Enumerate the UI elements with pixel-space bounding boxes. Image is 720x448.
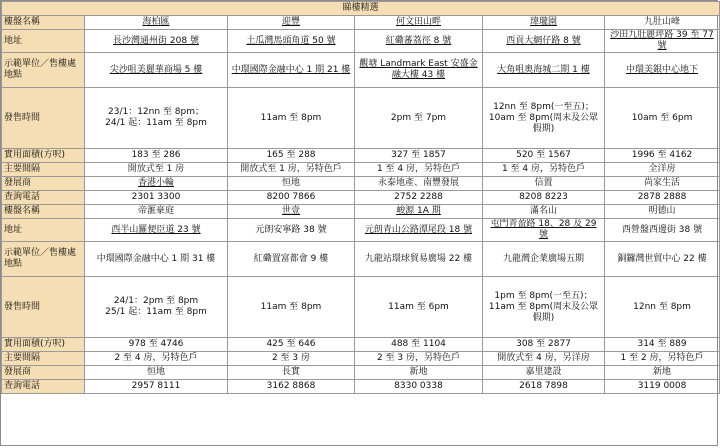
table-cell: [483, 88, 605, 149]
cell-text: 中環國際金融中心 1 期 21 樓: [231, 64, 351, 75]
cell-text: 1pm 至 8pm(一至五)；: [494, 290, 593, 301]
table-cell: [355, 163, 483, 177]
table-cell: [85, 163, 228, 177]
row-label: 發展商: [2, 177, 85, 191]
table-cell: [228, 352, 355, 366]
table-row: [2, 53, 720, 88]
row-label: 實用面積(方呎): [2, 338, 85, 352]
row-label: 主要間隔: [2, 352, 85, 366]
cell-text: 3162 8868: [266, 381, 316, 391]
cell-text: 1 至 2 房，另特色戶: [620, 353, 704, 363]
table-cell: [605, 53, 720, 88]
cell-text: 開放式至 1 房，另特色戶: [240, 164, 342, 174]
cell-text: 314 至 889: [637, 339, 687, 349]
table-cell: [228, 242, 355, 277]
table-cell: [483, 338, 605, 352]
cell-text: 24/1 起：11am 至 8pm: [105, 118, 207, 128]
table-cell: [483, 352, 605, 366]
table-cell: [228, 338, 355, 352]
table-cell: [605, 16, 720, 30]
row-label: 樓盤名稱: [2, 205, 85, 219]
table-cell: [355, 191, 483, 205]
table-cell: [85, 219, 228, 242]
table-cell: [483, 177, 605, 191]
table-cell: [483, 380, 605, 394]
table-cell: [483, 149, 605, 163]
row-label: 地址: [2, 219, 85, 242]
cell-text: 23/1：12nn 至 8pm；: [108, 107, 204, 117]
cell-text: 滿名山: [529, 206, 557, 216]
table-cell: [483, 16, 605, 30]
cell-text: 2301 3300: [131, 192, 181, 202]
cell-text: 11am 至 6pm: [388, 301, 449, 312]
cell-text: 何文田山畔: [395, 17, 441, 27]
row-label: 地址: [2, 30, 85, 53]
cell-text: 1 至 4 房，另特色戶: [376, 164, 461, 174]
cell-text: 元朗安寧路 38 號: [255, 224, 327, 235]
cell-text: 10am 至 6pm: [631, 112, 693, 123]
table-cell: [85, 149, 228, 163]
table-cell: [605, 242, 720, 277]
table-cell: [85, 30, 228, 53]
table-row: [2, 338, 720, 352]
cell-text: 觀塘 Landmark East 安盛金融大樓 43 樓: [359, 59, 478, 80]
cell-text: 中環國際金融中心 1 期 31 樓: [96, 253, 216, 264]
table-cell: [605, 338, 720, 352]
table-row: [2, 191, 720, 205]
table-cell: [85, 352, 228, 366]
table-cell: [605, 191, 720, 205]
table-cell: [355, 338, 483, 352]
cell-text: 425 至 646: [266, 339, 316, 349]
table-cell: [228, 205, 355, 219]
cell-text: 183 至 286: [131, 150, 181, 160]
table-cell: [483, 219, 605, 242]
table-cell: [85, 16, 228, 30]
table-cell: [355, 205, 483, 219]
table-cell: [85, 380, 228, 394]
cell-text: 2618 7898: [519, 381, 568, 391]
cell-text: 尚家生活: [644, 178, 681, 188]
property-table-body: [2, 2, 720, 394]
cell-text: 紅磡蕃荔徑 8 號: [385, 35, 452, 46]
cell-text: 信置: [534, 178, 553, 188]
table-cell: [228, 380, 355, 394]
cell-text: 銅鑼灣世貿中心 22 樓: [617, 253, 707, 264]
table-title-row: [2, 2, 720, 16]
row-label: 查詢電話: [2, 380, 85, 394]
table-cell: [228, 16, 355, 30]
table-cell: [483, 163, 605, 177]
cell-text: 488 至 1104: [391, 339, 446, 349]
table-row: [2, 149, 720, 163]
table-cell: [85, 366, 228, 380]
cell-text: 屯門青盈路 18、28 及 29 號: [490, 219, 597, 240]
table-cell: [483, 30, 605, 53]
cell-text: 2 至 3 房，另特色戶: [376, 353, 461, 363]
table-row: [2, 277, 720, 338]
table-cell: [483, 53, 605, 88]
cell-text: 九龍灣企業廣場五期: [502, 253, 584, 264]
cell-text: 開放式至 4 房，另洋房: [497, 353, 590, 363]
cell-text: 25/1 起：11am 至 8pm: [105, 307, 207, 317]
cell-text: 永泰地產、南豐發展: [377, 178, 459, 188]
table-cell: [228, 30, 355, 53]
table-row: [2, 16, 720, 30]
row-label: 實用面積(方呎): [2, 149, 85, 163]
cell-text: 8208 8223: [519, 192, 568, 202]
table-cell: [355, 149, 483, 163]
table-cell: [85, 191, 228, 205]
table-row: [2, 205, 720, 219]
cell-text: 瑋瓏園: [529, 17, 557, 27]
table-cell: [483, 191, 605, 205]
table-cell: [355, 219, 483, 242]
cell-text: 峻源 1A 期: [396, 206, 441, 216]
table-cell: [85, 177, 228, 191]
table-cell: [355, 380, 483, 394]
table-row: [2, 242, 720, 277]
table-row: [2, 163, 720, 177]
table-cell: [483, 277, 605, 338]
cell-text: 24/1：2pm 至 8pm: [113, 296, 199, 306]
row-label: 樓盤名稱: [2, 16, 85, 30]
cell-text: 2 至 4 房，另特色戶: [114, 353, 198, 363]
cell-text: 世壹: [281, 206, 300, 216]
cell-text: 九龍站環球貿易廣場 22 樓: [364, 253, 473, 264]
cell-text: 2878 2888: [637, 192, 687, 202]
table-row: [2, 177, 720, 191]
cell-text: 帝滙豪庭: [137, 206, 174, 216]
cell-text: 沙田九肚麗坪路 39 至 77 號: [610, 30, 714, 51]
table-cell: [355, 177, 483, 191]
table-cell: [355, 53, 483, 88]
cell-text: 九肚山峰: [644, 17, 681, 27]
cell-text: 新地: [409, 367, 428, 377]
cell-text: 2752 2288: [394, 192, 443, 202]
table-cell: [85, 277, 228, 338]
table-cell: [228, 191, 355, 205]
table-cell: [355, 242, 483, 277]
row-label: 主要間隔: [2, 163, 85, 177]
table-row: [2, 30, 720, 53]
cell-text: 迎豐: [281, 17, 300, 27]
cell-text: 327 至 1857: [391, 150, 446, 160]
cell-text: 土瓜灣馬頭角道 50 號: [246, 35, 336, 46]
table-cell: [355, 352, 483, 366]
row-label: 發售時間: [2, 277, 85, 338]
table-cell: [605, 366, 720, 380]
cell-text: 香港小輪: [137, 178, 174, 188]
table-cell: [605, 219, 720, 242]
cell-text: 恒地: [146, 367, 165, 377]
cell-text: 開放式至 1 房: [127, 164, 185, 174]
cell-text: 520 至 1567: [516, 150, 571, 160]
cell-text: 8330 0338: [394, 381, 443, 391]
cell-text: 元朗青山公路潭尾段 18 號: [364, 224, 473, 235]
table-cell: [355, 277, 483, 338]
table-cell: [228, 366, 355, 380]
table-cell: [605, 149, 720, 163]
table-cell: [85, 338, 228, 352]
cell-text: 11am 至 8pm(周末及公眾假期): [488, 301, 599, 323]
table-cell: [605, 352, 720, 366]
cell-text: 978 至 4746: [128, 339, 184, 349]
cell-text: 恒地: [281, 178, 300, 188]
table-cell: [605, 380, 720, 394]
cell-text: 新地: [653, 367, 672, 377]
table-cell: [228, 277, 355, 338]
table-cell: [228, 163, 355, 177]
cell-text: 2 至 3 房: [271, 353, 311, 363]
cell-text: 紅磡置富都會 9 樓: [253, 253, 329, 264]
table-cell: [228, 53, 355, 88]
table-cell: [228, 88, 355, 149]
cell-text: 12nn 至 8pm(一至五)；: [493, 101, 594, 112]
cell-text: 165 至 288: [266, 150, 316, 160]
table-row: [2, 219, 720, 242]
table-cell: [85, 242, 228, 277]
cell-text: 12nn 至 8pm: [633, 301, 691, 312]
cell-text: 西半山羅便臣道 23 號: [111, 224, 201, 235]
table-cell: [355, 30, 483, 53]
cell-text: 1 至 4 房，另特色戶: [501, 164, 586, 174]
table-title: 睇樓精選: [2, 2, 720, 16]
row-label: 示範單位／售樓處地點: [2, 242, 85, 277]
cell-text: 10am 至 8pm(周末及公眾假期): [488, 112, 599, 134]
table-cell: [228, 177, 355, 191]
table-cell: [355, 88, 483, 149]
table-cell: [85, 88, 228, 149]
table-cell: [228, 219, 355, 242]
table-row: [2, 366, 720, 380]
cell-text: 2957 8111: [131, 381, 181, 391]
table-cell: [355, 16, 483, 30]
cell-text: 1996 至 4162: [631, 150, 693, 160]
cell-text: 嘉里建設: [525, 367, 562, 377]
table-cell: [483, 205, 605, 219]
cell-text: 3119 0008: [637, 381, 687, 391]
cell-text: 西營盤西邊街 38 號: [621, 224, 703, 235]
row-label: 發展商: [2, 366, 85, 380]
cell-text: 全洋房: [648, 164, 676, 174]
cell-text: 中環美銀中心地下: [626, 64, 699, 75]
table-cell: [605, 88, 720, 149]
table-cell: [605, 163, 720, 177]
property-table: [1, 1, 720, 394]
cell-text: 11am 至 8pm: [260, 112, 322, 123]
row-label: 發售時間: [2, 88, 85, 149]
table-cell: [605, 177, 720, 191]
cell-text: 海柏匯: [142, 17, 170, 27]
cell-text: 308 至 2877: [516, 339, 571, 349]
table-cell: [228, 149, 355, 163]
table-cell: [483, 366, 605, 380]
table-row: [2, 88, 720, 149]
cell-text: 2pm 至 7pm: [390, 112, 447, 123]
table-cell: [85, 205, 228, 219]
cell-text: 長沙灣通州街 208 號: [113, 35, 199, 46]
cell-text: 大角咀奧海城二期 1 樓: [497, 64, 590, 75]
cell-text: 明德山: [648, 206, 676, 216]
table-cell: [85, 53, 228, 88]
row-label: 示範單位／售樓處地點: [2, 53, 85, 88]
table-cell: [605, 277, 720, 338]
cell-text: 長實: [281, 367, 300, 377]
table-cell: [605, 30, 720, 53]
cell-text: 西貢大網仔路 8 號: [506, 35, 581, 46]
table-cell: [483, 242, 605, 277]
row-label: 查詢電話: [2, 191, 85, 205]
table-cell: [605, 205, 720, 219]
table-row: [2, 352, 720, 366]
table-row: [2, 380, 720, 394]
cell-text: 8200 7866: [266, 192, 316, 202]
table-cell: [355, 366, 483, 380]
cell-text: 尖沙咀美麗華商場 5 樓: [109, 64, 203, 75]
cell-text: 11am 至 8pm: [260, 301, 322, 312]
